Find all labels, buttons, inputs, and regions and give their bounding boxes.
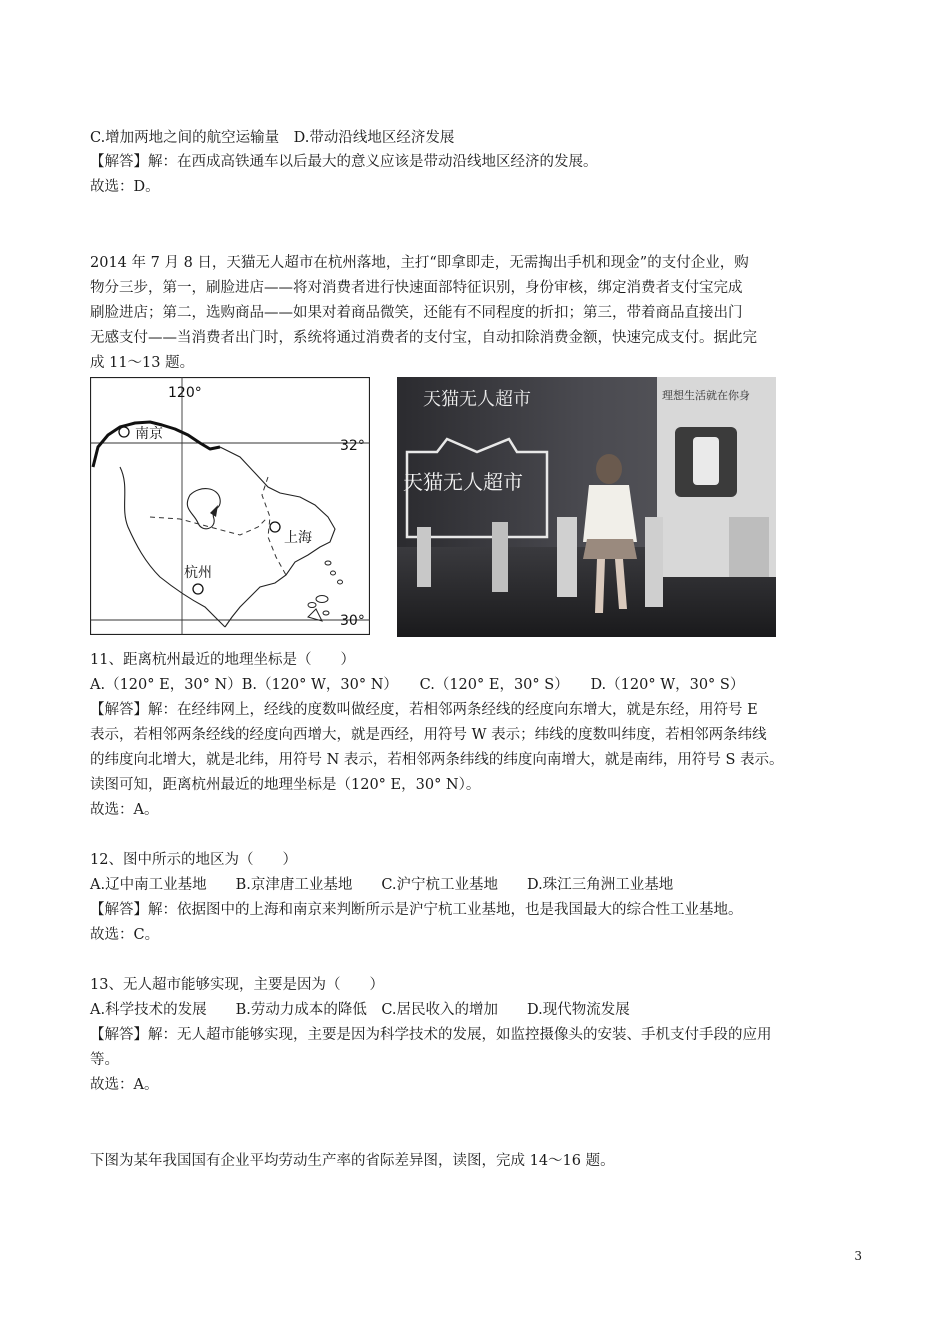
store-photo-svg <box>397 377 776 637</box>
passage-line-2: 物分三步，第一，刷脸进店——将对消费者进行快速面部特征识别，身份审核，绑定消费者支付宝完成 <box>90 280 743 296</box>
q13-answer-line-2: 等。 <box>90 1052 119 1068</box>
q10-choice: 故选：D。 <box>90 179 160 195</box>
map-frame <box>91 378 370 635</box>
hangzhou-marker <box>193 584 203 594</box>
shanghai-marker <box>270 522 280 532</box>
q12-choice: 故选：C。 <box>90 927 160 943</box>
photo-sign-main: 天猫无人超市 <box>403 470 523 494</box>
map-label-hangzhou: 杭州 <box>184 565 212 581</box>
q11-options: A.（120° E，30° N）B.（120° W，30° N） C.（120° E，30° S） D.（120° W，30° S） <box>90 677 745 693</box>
map-label-nanjing: 南京 <box>135 426 163 442</box>
map-svg <box>90 377 370 635</box>
person-head <box>596 454 622 484</box>
q13-question: 13、无人超市能够实现，主要是因为（ ） <box>90 977 384 993</box>
passage-line-4: 无感支付——当消费者出门时，系统将通过消费者的支付宝，自动扣除消费金额，快速完成支付。据此完 <box>90 330 757 346</box>
q13-options: A.科学技术的发展 B.劳动力成本的降低 C.居民收入的增加 D.现代物流发展 <box>90 1002 630 1018</box>
map-label-shanghai: 上海 <box>284 530 312 546</box>
photo-sign-top: 天猫无人超市 <box>423 389 531 410</box>
map-figure <box>90 377 370 635</box>
q13-answer-line-1: 【解答】解：无人超市能够实现，主要是因为科学技术的发展，如监控摄像头的安装、手机支付手段的应用 <box>90 1027 772 1043</box>
passage-line-3: 刷脸进店；第二，选购商品——如果对着商品微笑，还能有不同程度的折扣；第三，带着商品直接出门 <box>90 305 743 321</box>
next-question-intro: 下图为某年我国国有企业平均劳动生产率的省际差异图，读图，完成 14～16 题。 <box>90 1153 615 1169</box>
q11-answer-line-2: 表示，若相邻两条经线的经度向西增大，就是西经，用符号 W 表示；纬线的度数叫纬度，若相邻两条纬线 <box>90 727 767 743</box>
gate-middle <box>492 522 508 592</box>
map-lat-top-label: 32° <box>340 438 365 454</box>
q12-options: A.辽中南工业基地 B.京津唐工业基地 C.沪宁杭工业基地 D.珠江三角洲工业基地 <box>90 877 674 893</box>
q11-answer-line-4: 读图可知，距离杭州最近的地理坐标是（120° E，30° N）。 <box>90 777 481 793</box>
gate-right <box>645 517 663 607</box>
q11-answer-line-3: 的纬度向北增大，就是北纬，用符号 N 表示，若相邻两条纬线的纬度向南增大，就是南纬，用符号 S 表示。 <box>90 752 784 768</box>
passage-line-1: 2014 年 7 月 8 日，天猫无人超市在杭州落地，主打“即拿即走，无需掏出手机和现金”的支付企业，购 <box>90 255 749 271</box>
nanjing-marker <box>119 427 129 437</box>
q10-answer: 【解答】解：在西成高铁通车以后最大的意义应该是带动沿线地区经济的发展。 <box>90 154 598 170</box>
photo-sign-right: 理想生活就在你身 <box>662 389 750 402</box>
q11-choice: 故选：A。 <box>90 802 159 818</box>
person-skirt <box>583 539 637 559</box>
q12-question: 12、图中所示的地区为（ ） <box>90 852 297 868</box>
map-lat-bottom-label: 30° <box>340 613 365 629</box>
q10-options: C.增加两地之间的航空运输量 D.带动沿线地区经济发展 <box>90 130 455 146</box>
cat-sign <box>729 517 769 577</box>
q12-answer: 【解答】解：依据图中的上海和南京来判断所示是沪宁杭工业基地，也是我国最大的综合性工业基地。 <box>90 902 743 918</box>
store-photo <box>397 377 776 637</box>
page-number: 3 <box>854 1249 862 1263</box>
gate-center <box>557 517 577 597</box>
person-jacket <box>583 485 637 542</box>
map-lon-label: 120° <box>168 385 202 401</box>
passage-line-5: 成 11～13 题。 <box>90 355 195 371</box>
q11-question: 11、距离杭州最近的地理坐标是（ ） <box>90 652 355 668</box>
gate-left <box>417 527 431 587</box>
phone-display <box>693 437 719 485</box>
q11-answer-line-1: 【解答】解：在经纬网上，经线的度数叫做经度，若相邻两条经线的经度向东增大，就是东经，用符号 E <box>90 702 758 718</box>
q13-choice: 故选：A。 <box>90 1077 159 1093</box>
